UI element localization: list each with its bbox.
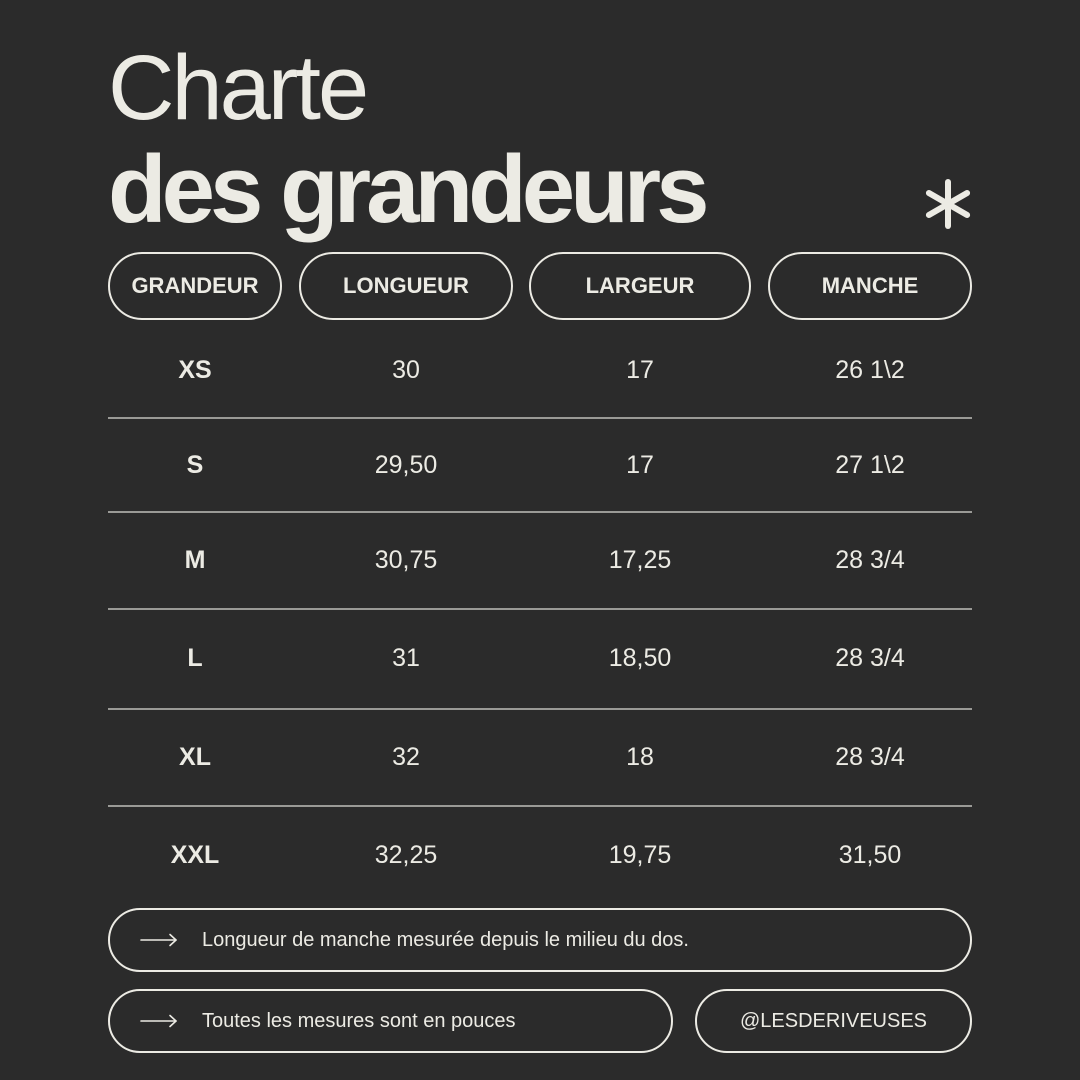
cell-size: XXL <box>170 840 220 869</box>
cell-longueur: 29,50 <box>374 450 438 479</box>
cell-manche: 28 3/4 <box>835 743 905 771</box>
cell-size: XS <box>178 355 212 384</box>
header-grandeur: GRANDEUR <box>108 252 282 320</box>
cell-size: XL <box>179 743 211 771</box>
title-line-2: des grandeurs <box>108 136 705 243</box>
table-row <box>108 322 972 418</box>
arrow-right-icon <box>140 933 178 947</box>
title-line-1: Charte <box>108 37 367 139</box>
cell-longueur: 31 <box>392 644 420 672</box>
table-row <box>108 806 972 904</box>
note-units <box>108 989 673 1053</box>
header-manche: MANCHE <box>768 252 972 320</box>
cell-manche: 27 1\2 <box>835 450 905 479</box>
social-handle[interactable]: @LESDERIVEUSES <box>695 989 972 1053</box>
cell-size: L <box>187 644 203 672</box>
cell-manche: 26 1\2 <box>835 355 905 384</box>
cell-largeur: 19,75 <box>608 840 672 869</box>
cell-largeur: 18,50 <box>608 644 672 672</box>
cell-largeur: 17,25 <box>608 546 672 574</box>
asterisk-icon <box>922 178 974 230</box>
cell-size: S <box>186 450 204 479</box>
cell-longueur: 30 <box>392 355 420 384</box>
table-row <box>108 709 972 806</box>
cell-size: M <box>184 546 206 574</box>
note-sleeve-measurement <box>108 908 972 972</box>
cell-largeur: 18 <box>626 743 654 771</box>
cell-manche: 28 3/4 <box>835 644 905 672</box>
note-text: Longueur de manche mesurée depuis le milieu du dos. <box>202 928 689 951</box>
cell-longueur: 32 <box>392 743 420 771</box>
cell-largeur: 17 <box>626 355 654 384</box>
cell-largeur: 17 <box>626 450 654 479</box>
table-row <box>108 418 972 512</box>
note-text: Toutes les mesures sont en pouces <box>202 1009 516 1032</box>
arrow-right-icon <box>140 1014 178 1028</box>
table-row <box>108 609 972 708</box>
cell-longueur: 30,75 <box>374 546 438 574</box>
header-largeur: LARGEUR <box>529 252 751 320</box>
header-longueur: LONGUEUR <box>299 252 513 320</box>
cell-longueur: 32,25 <box>374 840 438 869</box>
cell-manche: 28 3/4 <box>835 546 905 574</box>
table-row <box>108 512 972 609</box>
cell-manche: 31,50 <box>838 840 902 869</box>
